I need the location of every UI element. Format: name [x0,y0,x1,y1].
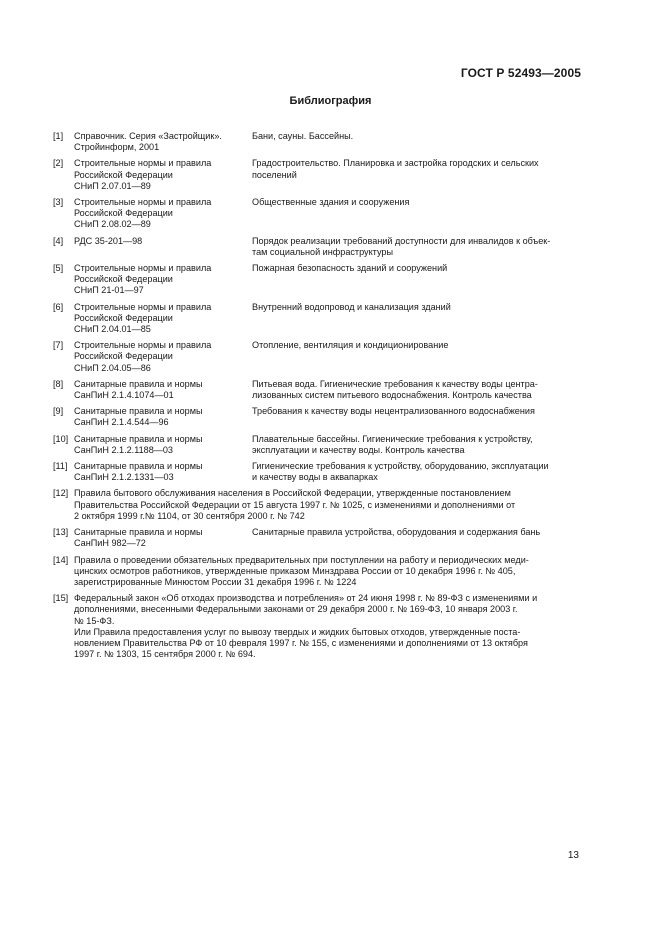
source-line: РДС 35-201—98 [74,235,143,246]
entry-description [252,131,581,153]
source-line: СанПиН 982—72 [74,538,146,549]
entry-description [252,434,581,456]
bibliography-entry [53,461,581,483]
full-line: Правила о проведении обязательных предварительных при поступлении на работу и периодических меди- [74,554,529,565]
desc-line: поселений [252,169,297,180]
entry-text [74,488,581,522]
entry-source [74,406,252,428]
entry-number: [13] [53,527,69,538]
full-line: 1997 г. № 1303, 15 сентября 2000 г. № 694. [74,649,256,660]
desc-line: Гигиенические требования к устройству, оборудованию, эксплуатации [252,461,549,472]
entry-number: [2] [53,158,64,169]
full-line: Федеральный закон «Об отходах производства и потребления» от 24 июня 1998 г. № 89-ФЗ с изменениями и [74,593,538,604]
source-line: СНиП 2.08.02—89 [74,219,151,230]
source-line: Российской Федерации [74,169,173,180]
entry-number: [4] [53,235,64,246]
entry-source [74,379,252,401]
source-line: Санитарные правила и нормы [74,527,203,538]
entry-source [74,158,252,192]
bibliography-entry [53,593,581,660]
desc-line: Питьевая вода. Гигиенические требования к качеству воды центра- [252,378,538,389]
source-line: СНиП 2.04.01—85 [74,324,151,335]
source-line: Санитарные правила и нормы [74,378,203,389]
page-title: Библиография [289,95,372,107]
desc-line: Бани, сауны. Бассейны. [252,131,354,141]
source-line: Санитарные правила и нормы [74,433,203,444]
full-line: зарегистрированные Минюстом России 31 декабря 1996 г. № 1224 [74,576,357,587]
source-line: Российской Федерации [74,274,173,285]
entry-number: [11] [53,461,68,472]
desc-line: Внутренний водопровод и канализация зданий [252,301,451,312]
entry-source [74,131,252,153]
source-line: Российской Федерации [74,312,173,323]
source-line: СанПиН 2.1.4.544—96 [74,417,169,428]
bibliography-entry [53,379,581,401]
source-line: Стройинформ, 2001 [74,142,160,153]
bibliography-entry [53,302,581,336]
entry-number: [15] [53,593,69,604]
desc-line: Плавательные бассейны. Гигиенические требования к устройству, [252,433,533,444]
source-line: Строительные нормы и правила [74,301,212,312]
entry-source [74,197,252,231]
desc-line: там социальной инфраструктуры [252,246,393,257]
bibliography-entry [53,263,581,297]
full-line: 2 октября 1999 г.№ 1104, от 30 сентября 2000 г. № 742 [74,510,305,521]
desc-line: Санитарные правила устройства, оборудования и содержания бань [252,527,541,538]
entry-description [252,379,581,401]
entry-description [252,263,581,297]
entry-source [74,527,252,549]
bibliography-entry [53,488,581,522]
entry-source [74,461,252,483]
full-line: Правительства Российской Федерации от 15 августа 1997 г. № 1025, с изменениями и дополнениями от [74,499,516,510]
source-line: СанПиН 2.1.4.1074—01 [74,390,174,401]
desc-line: Пожарная безопасность зданий и сооружений [252,263,448,274]
source-line: СанПиН 2.1.2.1188—03 [74,444,173,455]
entry-number: [1] [53,131,64,141]
entry-source [74,263,252,297]
full-line: дополнениями, внесенными Федеральными законами от 29 декабря 2000 г. № 169-ФЗ, 10 января 2003 г. [74,604,518,615]
source-line: СНиП 2.04.05—86 [74,362,151,373]
entry-number: [14] [53,554,69,565]
source-line: Справочник. Серия «Застройщик». [74,131,222,141]
desc-line: эксплуатации и качеству воды. Контроль качества [252,444,465,455]
source-line: СНиП 2.07.01—89 [74,180,151,191]
source-line: Строительные нормы и правила [74,158,212,169]
entry-source [74,340,252,374]
source-line: СанПиН 2.1.2.1331—03 [74,472,174,483]
desc-line: лизованных систем питьевого водоснабжения. Контроль качества [252,390,532,401]
bibliography-entry [53,131,581,153]
page-number: 13 [567,850,579,861]
document-code: ГОСТ Р 52493—2005 [460,66,581,80]
entry-source [74,236,252,258]
entry-source [74,434,252,456]
desc-line: Отопление, вентиляция и кондиционирование [252,340,449,351]
entry-description [252,197,581,231]
bibliography-entry [53,555,581,589]
source-line: СНиП 21-01—97 [74,285,144,296]
source-line: Российской Федерации [74,208,173,219]
desc-line: Требования к качеству воды нецентрализованного водоснабжения [252,406,535,417]
entry-number: [3] [53,197,64,208]
bibliography-entry [53,197,581,231]
source-line: Санитарные правила и нормы [74,461,203,472]
entry-source [74,302,252,336]
entry-text [74,593,581,660]
full-line: Правила бытового обслуживания населения в Российской Федерации, утвержденные постановлением [74,488,511,499]
source-line: Строительные нормы и правила [74,197,212,208]
desc-line: Общественные здания и сооружения [252,197,410,208]
desc-line: и качеству воды в аквапарках [252,472,378,483]
entry-description [252,461,581,483]
bibliography-list [53,131,581,665]
entry-description [252,340,581,374]
bibliography-entry [53,527,581,549]
bibliography-entry [53,340,581,374]
source-line: Санитарные правила и нормы [74,406,203,417]
bibliography-entry [53,434,581,456]
source-line: Строительные нормы и правила [74,263,212,274]
desc-line: Градостроительство. Планировка и застройка городских и сельских [252,158,539,169]
entry-description [252,527,581,549]
entry-text [74,555,581,589]
full-line: № 15-ФЗ. [74,615,115,626]
entry-number: [10] [53,433,69,444]
entry-description [252,236,581,258]
entry-number: [7] [53,340,64,351]
entry-description [252,302,581,336]
entry-description [252,158,581,192]
entry-number: [8] [53,378,64,389]
entry-number: [12] [53,488,69,499]
entry-number: [9] [53,406,64,417]
entry-number: [5] [53,263,64,274]
full-line: Или Правила предоставления услуг по вывозу твердых и жидких бытовых отходов, утвержденные поста- [74,626,521,637]
source-line: Российской Федерации [74,351,173,362]
full-line: цинских осмотров работников, утвержденные приказом Минздрава России от 10 декабря 1996 г. № 405, [74,565,516,576]
source-line: Строительные нормы и правила [74,340,212,351]
entry-description [252,406,581,428]
entry-number: [6] [53,301,64,312]
bibliography-entry [53,406,581,428]
bibliography-entry [53,236,581,258]
full-line: новлением Правительства РФ от 10 февраля 1997 г. № 155, с изменениями и дополнениями от 13 октября [74,637,528,648]
bibliography-entry [53,158,581,192]
desc-line: Порядок реализации требований доступности для инвалидов к объек- [252,235,551,246]
